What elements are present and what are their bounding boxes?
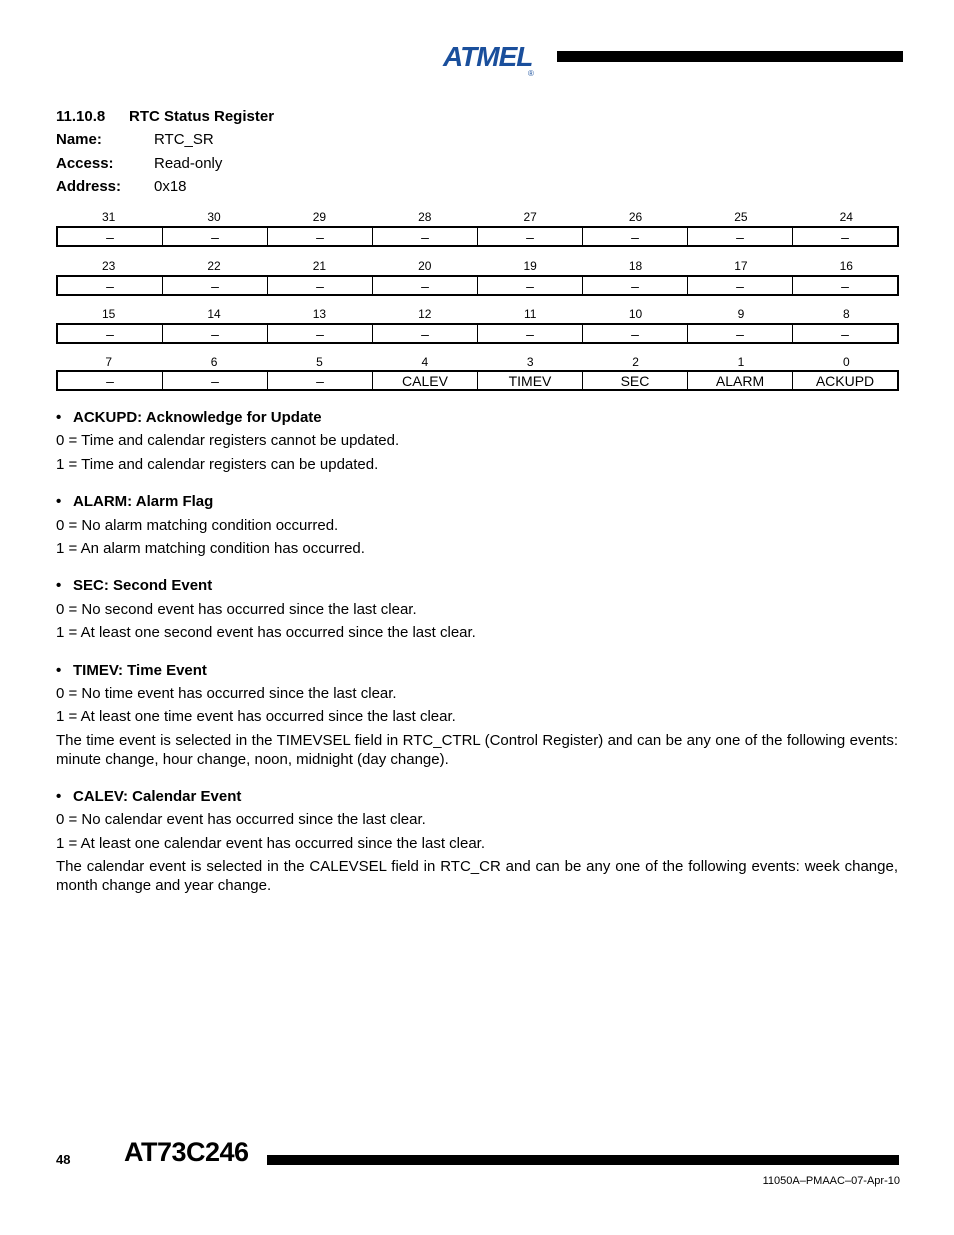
bit-number: 28 [418,210,432,224]
document-title: AT73C246 [124,1137,249,1167]
bit-number-row [56,259,899,273]
access-value: Read-only [154,155,223,172]
bit-number: 25 [734,210,748,224]
register-field: – [162,325,267,342]
bit-number: 7 [105,355,113,369]
register-row [56,370,899,391]
footer-rule [267,1155,899,1165]
bit-number: 20 [418,259,432,273]
register-field: – [582,325,687,342]
bit-number: 0 [842,355,850,369]
bit-number: 4 [421,355,429,369]
register-field: – [687,277,792,294]
bit-number-row [56,355,899,369]
logo-text: ATMEL [443,41,533,72]
section-number: 11.10.8 [56,108,106,125]
document-code: 11050A–PMAAC–07-Apr-10 [762,1175,900,1187]
section-title [56,108,274,125]
bit-number: 23 [102,259,116,273]
field-line: 1 = At least one time event has occurred since the last clear. [56,708,456,725]
register-field: – [267,277,372,294]
register-row [56,323,899,344]
bit-number: 29 [312,210,327,224]
bit-number: 19 [523,259,537,273]
field-line: 1 = Time and calendar registers can be updated. [56,456,379,473]
bit-number: 31 [102,210,116,224]
bit-number-row [56,307,899,321]
name-value: RTC_SR [154,131,214,148]
register-field: ACKUPD [792,372,897,389]
register-field: – [687,325,792,342]
register-field: – [106,326,114,342]
access-label: Access: [56,155,114,172]
field-line: 0 = No alarm matching condition occurred. [56,517,339,534]
register-field: – [106,278,114,294]
register-field: – [372,325,477,342]
bit-number: 10 [628,307,643,321]
register-field: – [372,277,477,294]
field-line: 0 = No calendar event has occurred since the last clear. [56,811,426,828]
register-field: CALEV [372,372,477,389]
bit-number: 26 [628,210,643,224]
register-field: – [372,228,477,245]
bit-number: 1 [737,355,745,369]
field-heading-timev: • TIMEV: Time Event [56,662,207,679]
bit-number: 15 [102,307,116,321]
field-heading-ackupd: • ACKUPD: Acknowledge for Update [56,409,322,426]
register-field: – [582,277,687,294]
field-line: 0 = Time and calendar registers cannot be updated. [56,432,400,449]
field-line: 1 = At least one calendar event has occurred since the last clear. [56,835,486,852]
address-value: 0x18 [154,178,187,195]
bit-number: 17 [734,259,748,273]
header-rule [557,51,903,62]
field-line: 0 = No second event has occurred since the last clear. [56,601,417,618]
bit-number: 13 [312,307,327,321]
field-heading-sec: • SEC: Second Event [56,577,213,594]
bit-number: 6 [210,355,218,369]
field-line: 1 = An alarm matching condition has occurred. [56,540,365,557]
register-field: – [267,325,372,342]
bit-number: 27 [523,210,537,224]
register-field: – [582,228,687,245]
register-field: – [792,277,897,294]
register-field: – [267,372,372,389]
register-row [56,275,899,296]
bit-number: 21 [312,259,327,273]
address-label: Address: [56,178,122,195]
register-field: – [106,373,114,389]
bit-number: 18 [628,259,643,273]
bit-number: 14 [207,307,221,321]
register-field: – [162,372,267,389]
bit-number: 3 [526,355,534,369]
bit-number: 12 [418,307,432,321]
register-field: – [477,325,582,342]
page-number: 48 [56,1152,71,1167]
field-line: 0 = No time event has occurred since the last clear. [56,685,397,702]
section-name: RTC Status Register [129,108,275,125]
register-field: – [687,228,792,245]
field-heading-calev: • CALEV: Calendar Event [56,788,242,805]
bit-number: 30 [207,210,221,224]
register-field: SEC [582,372,687,389]
bit-number: 22 [207,259,221,273]
register-field: – [792,325,897,342]
register-field: – [162,228,267,245]
bit-number: 8 [842,307,850,321]
bit-number: 2 [632,355,639,369]
bit-number: 11 [523,307,537,321]
bit-number: 9 [737,307,745,321]
bit-number: 5 [316,355,323,369]
field-heading-alarm: • ALARM: Alarm Flag [56,493,214,510]
register-field: – [477,277,582,294]
name-label: Name: [56,131,102,148]
field-note-calev: The calendar event is selected in the CALEVSEL field in RTC_CR and can be any one of the following events: week change, month change and year change. [56,858,898,894]
register-field: TIMEV [477,372,582,389]
register-field: ALARM [687,372,792,389]
register-field: – [792,228,897,245]
field-line: 1 = At least one second event has occurred since the last clear. [56,624,476,641]
register-row [56,226,899,247]
registered-mark: ® [528,69,534,78]
bit-number: 24 [839,210,853,224]
atmel-logo [443,33,535,79]
field-note-timev: The time event is selected in the TIMEVSEL field in RTC_CTRL (Control Register) and can be any one of the following events: minute change, hour change, noon, midnight (day change). [56,732,898,768]
bit-number-row [56,210,899,224]
register-field: – [477,228,582,245]
register-field: – [162,277,267,294]
bit-number: 16 [839,259,853,273]
register-field: – [106,229,114,245]
register-field: – [267,228,372,245]
